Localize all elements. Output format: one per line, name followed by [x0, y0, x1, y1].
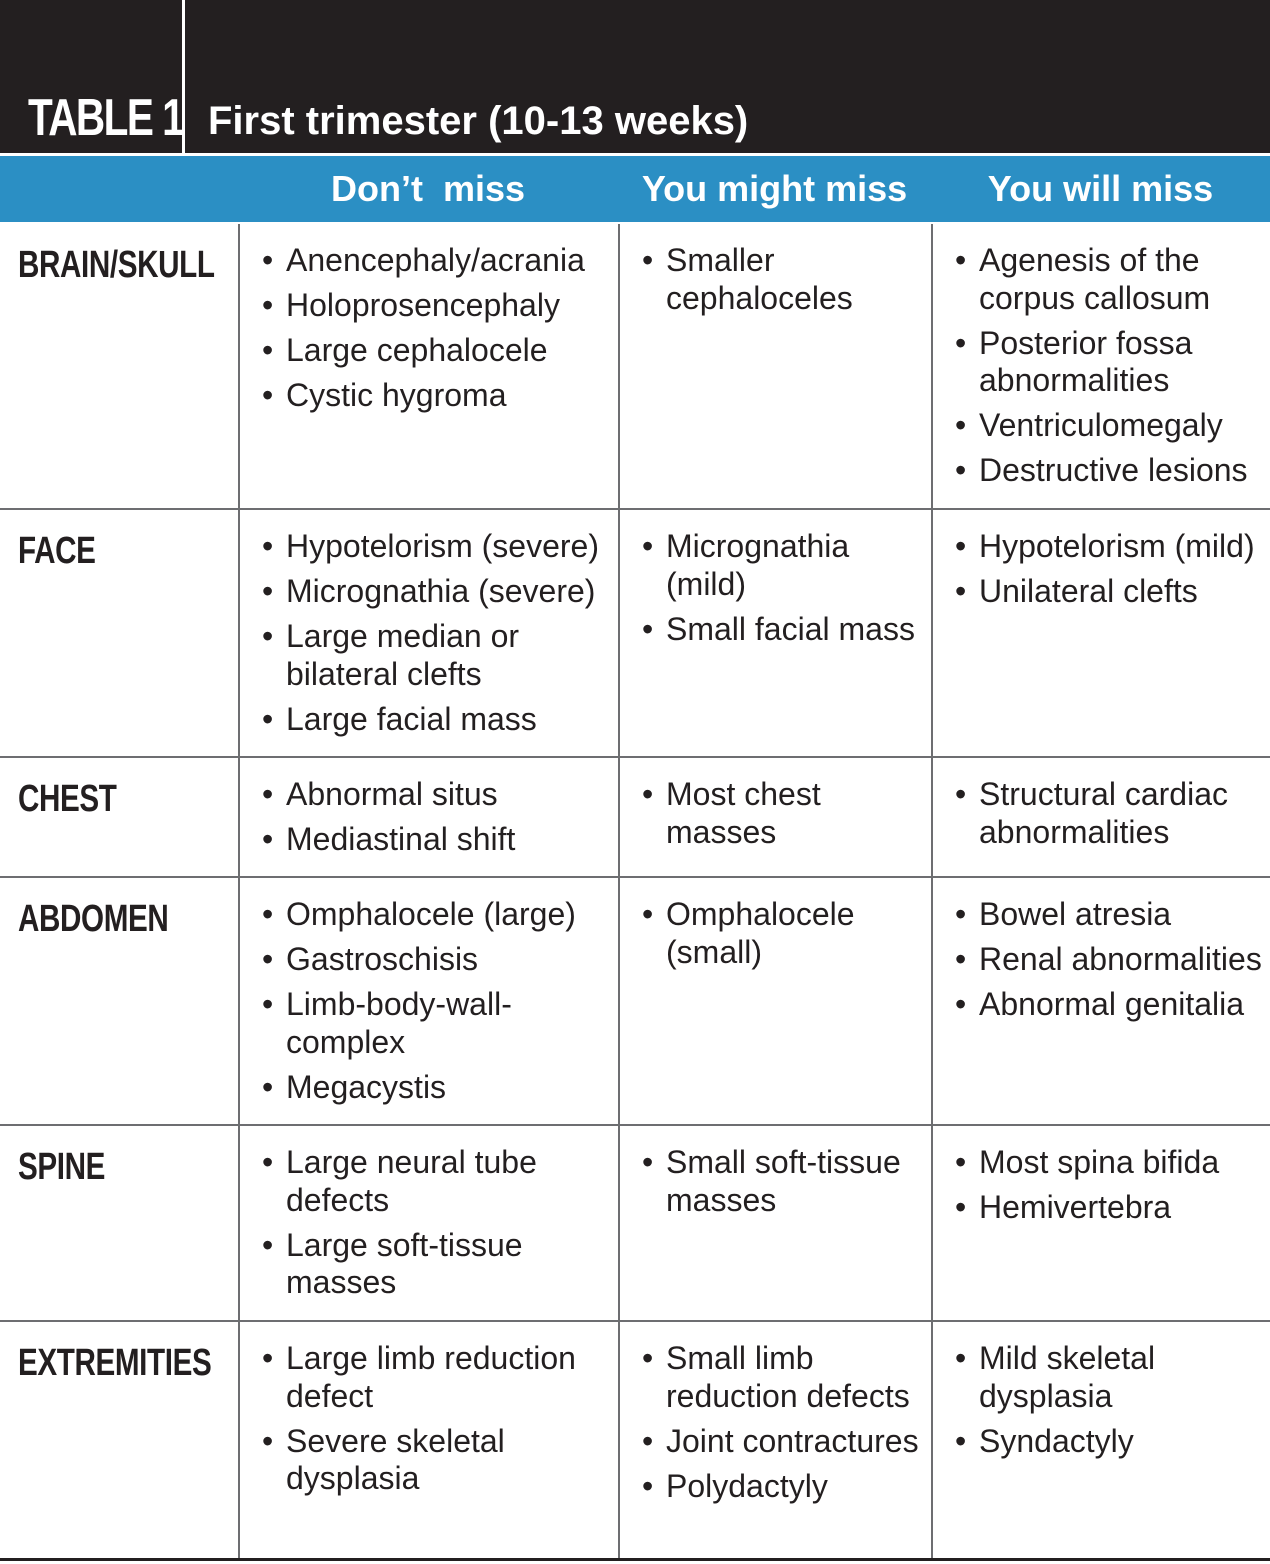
table-row [0, 1320, 1270, 1558]
row-label: BRAIN/SKULL [18, 244, 215, 286]
list-item: • Renal abnormalities [955, 941, 1266, 979]
bullet-list [955, 896, 1266, 1031]
list-item: • Syndactyly [955, 1423, 1266, 1461]
list-item: • Holoprosencephaly [262, 287, 614, 325]
cell-might-miss [618, 224, 931, 508]
bullet-list [642, 896, 927, 979]
list-item: • Micrognathia (severe) [262, 573, 614, 611]
table-title: First trimester (10-13 weeks) [208, 99, 749, 143]
bullet-list [642, 1340, 927, 1513]
cell-will-miss [931, 1322, 1270, 1558]
list-item: • Large limb reduction defect [262, 1340, 614, 1415]
list-item: • Small limb reduction defects [642, 1340, 927, 1415]
list-item: • Megacystis [262, 1069, 614, 1107]
list-item: • Severe skeletal dysplasia [262, 1423, 614, 1498]
cell-dont-miss [238, 510, 618, 756]
bullet-list [262, 1340, 614, 1505]
cell-will-miss [931, 224, 1270, 508]
cell-will-miss [931, 758, 1270, 876]
list-item: • Micrognathia (mild) [642, 528, 927, 603]
cell-dont-miss [238, 224, 618, 508]
column-header-dont-miss: Don’t miss [330, 168, 526, 209]
list-item: • Cystic hygroma [262, 377, 614, 415]
bullet-list [955, 1340, 1266, 1468]
bullet-list [642, 1144, 927, 1227]
list-item: • Ventriculomegaly [955, 407, 1266, 445]
list-item: • Large soft-tissue masses [262, 1227, 614, 1302]
list-item: • Large facial mass [262, 701, 614, 739]
list-item: • Abnormal situs [262, 776, 614, 814]
list-item: • Small soft-tissue masses [642, 1144, 927, 1219]
table-row [0, 508, 1270, 756]
bullet-list [642, 528, 927, 656]
row-label: EXTREMITIES [18, 1342, 212, 1384]
list-item: • Large median or bilateral clefts [262, 618, 614, 693]
bullet-list [642, 776, 927, 859]
list-item: • Mild skeletal dysplasia [955, 1340, 1266, 1415]
list-item: • Bowel atresia [955, 896, 1266, 934]
list-item: • Joint contractures [642, 1423, 927, 1461]
bullet-list [955, 1144, 1266, 1234]
cell-dont-miss [238, 758, 618, 876]
table-row [0, 876, 1270, 1124]
list-item: • Structural cardiac abnormalities [955, 776, 1266, 851]
list-item: • Large cephalocele [262, 332, 614, 370]
table-title-bar [0, 0, 1270, 153]
row-label: CHEST [18, 778, 117, 820]
cell-will-miss [931, 1126, 1270, 1320]
list-item: • Hypotelorism (mild) [955, 528, 1266, 566]
bullet-list [262, 528, 614, 746]
bottom-rule [0, 1558, 1270, 1561]
list-item: • Hemivertebra [955, 1189, 1266, 1227]
row-label: ABDOMEN [18, 898, 169, 940]
bullet-list [955, 776, 1266, 859]
bullet-list [955, 528, 1266, 618]
row-label: SPINE [18, 1146, 106, 1188]
list-item: • Mediastinal shift [262, 821, 614, 859]
list-item: • Polydactyly [642, 1468, 927, 1506]
table-row [0, 224, 1270, 508]
list-item: • Unilateral clefts [955, 573, 1266, 611]
list-item: • Small facial mass [642, 611, 927, 649]
cell-might-miss [618, 758, 931, 876]
list-item: • Omphalocele (small) [642, 896, 927, 971]
bullet-list [262, 776, 614, 866]
cell-might-miss [618, 1322, 931, 1558]
table-row [0, 1124, 1270, 1320]
bullet-list [955, 242, 1266, 497]
bullet-list [262, 896, 614, 1114]
cell-will-miss [931, 878, 1270, 1124]
list-item: • Destructive lesions [955, 452, 1266, 490]
cell-will-miss [931, 510, 1270, 756]
column-header-might-miss: You might miss [641, 168, 908, 209]
column-header-bar [0, 156, 1270, 222]
list-item: • Omphalocele (large) [262, 896, 614, 934]
cell-might-miss [618, 1126, 931, 1320]
list-item: • Large neural tube defects [262, 1144, 614, 1219]
cell-might-miss [618, 510, 931, 756]
list-item: • Abnormal genitalia [955, 986, 1266, 1024]
cell-might-miss [618, 878, 931, 1124]
list-item: • Gastroschisis [262, 941, 614, 979]
list-item: • Most chest masses [642, 776, 927, 851]
cell-dont-miss [238, 878, 618, 1124]
list-item: • Most spina bifida [955, 1144, 1266, 1182]
bullet-list [262, 242, 614, 422]
table-number: TABLE 1 [28, 89, 184, 147]
list-item: • Smaller cephaloceles [642, 242, 927, 317]
list-item: • Anencephaly/acrania [262, 242, 614, 280]
list-item: • Agenesis of the corpus callosum [955, 242, 1266, 317]
table-number-box [0, 0, 185, 153]
table-row [0, 756, 1270, 876]
row-label: FACE [18, 530, 96, 572]
bullet-list [642, 242, 927, 325]
cell-dont-miss [238, 1126, 618, 1320]
list-item: • Limb-body-wall-complex [262, 986, 614, 1061]
column-header-will-miss: You will miss [987, 168, 1214, 209]
bullet-list [262, 1144, 614, 1309]
cell-dont-miss [238, 1322, 618, 1558]
list-item: • Hypotelorism (severe) [262, 528, 614, 566]
list-item: • Posterior fossa abnormalities [955, 325, 1266, 400]
